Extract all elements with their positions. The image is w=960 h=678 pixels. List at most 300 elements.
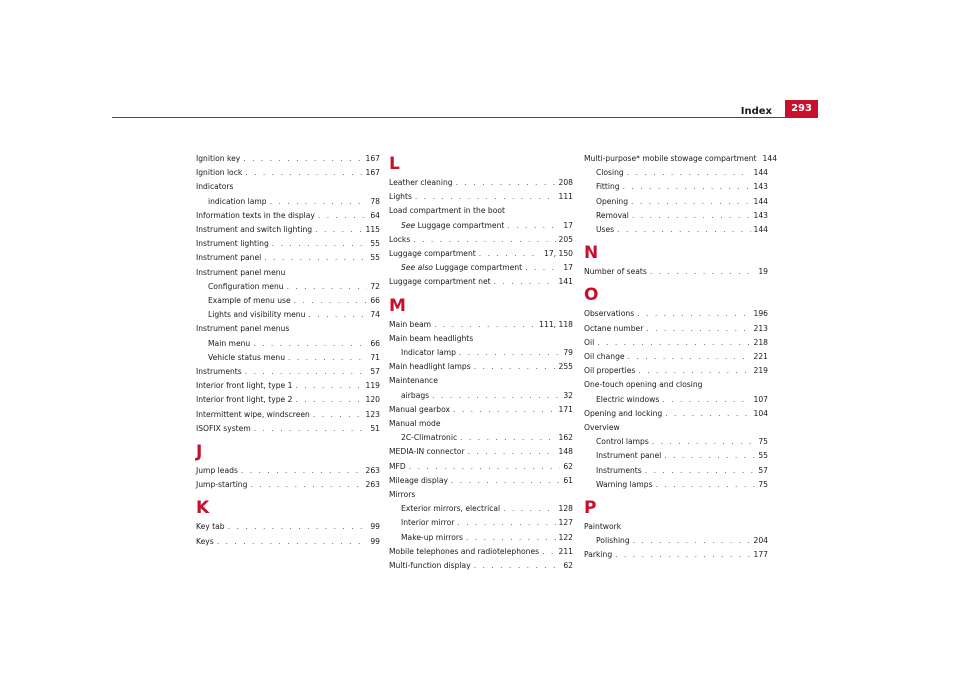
entry-text: Luggage compartment: [435, 263, 523, 273]
entry-page: 177: [753, 550, 768, 560]
entry-label: [208, 294, 291, 308]
entry-text: Mileage display: [389, 475, 448, 485]
entry-label: [196, 535, 214, 549]
entry-page: 71: [370, 352, 380, 362]
entry-page: 55: [758, 451, 768, 461]
index-subentry: [196, 294, 380, 308]
index-subentry: [584, 478, 768, 492]
entry-label: [196, 365, 242, 379]
entry-label: [596, 464, 642, 478]
dot-leader: [288, 351, 367, 365]
entry-label: [389, 559, 471, 573]
entry-text: Fitting: [596, 182, 620, 192]
entry-label: [401, 516, 454, 530]
index-entry: [196, 237, 380, 251]
entry-text: Leather cleaning: [389, 178, 453, 187]
entry-label: [584, 336, 594, 350]
index-entry: [389, 403, 573, 417]
entry-text: Oil change: [584, 352, 625, 362]
index-heading: Indicators: [196, 182, 234, 192]
dot-leader: [409, 460, 561, 474]
index-entry: [196, 365, 380, 379]
entry-text: Number of seats: [584, 267, 647, 277]
entry-label: [584, 307, 634, 321]
entry-label: [596, 166, 624, 180]
entry-text: Main headlight lamps: [389, 362, 471, 372]
entry-page: 66: [370, 338, 380, 348]
entry-label: [389, 403, 450, 417]
dot-leader: [295, 393, 362, 407]
entry-text: Intermittent wipe, windscreen: [196, 409, 310, 419]
entry-text: Closing: [596, 168, 624, 178]
dot-leader: [294, 294, 368, 308]
entry-text: Mobile telephones and radiotelephones: [389, 546, 540, 556]
index-entry: [389, 275, 573, 289]
index-subentry: [389, 346, 573, 360]
entry-page: 204: [753, 536, 768, 546]
index-column-2: [389, 152, 573, 573]
dot-leader: [254, 422, 368, 436]
dot-leader: [318, 209, 367, 223]
entry-text: ISOFIX system: [196, 423, 251, 433]
index-letter-o: O: [584, 285, 599, 306]
dot-leader: [474, 360, 556, 374]
entry-page: 263: [365, 466, 380, 476]
entry-page: 72: [370, 281, 380, 291]
entry-label: [208, 351, 285, 365]
index-subentry: [584, 180, 768, 194]
entry-page: 208: [558, 178, 573, 187]
entry-page: 19: [758, 267, 768, 277]
entry-text: Control lamps: [596, 437, 649, 447]
entry-text: Instrument and switch lighting: [196, 225, 313, 235]
index-subentry: [389, 219, 573, 233]
entry-text: Multi-function display: [389, 561, 471, 571]
entry-text: Interior front light, type 1: [196, 381, 293, 391]
index-entry: [389, 545, 573, 559]
entry-page: 263: [365, 480, 380, 490]
index-entry: [196, 209, 380, 223]
entry-label: [596, 534, 630, 548]
entry-page: 17: [563, 220, 573, 230]
entry-label: [596, 209, 629, 223]
entry-page: 99: [370, 522, 380, 532]
entry-page: 111, 118: [539, 319, 573, 329]
entry-label: [596, 223, 614, 237]
index-entry: [196, 464, 380, 478]
dot-leader: [451, 474, 560, 488]
index-entry: [584, 407, 768, 421]
entry-label: [196, 237, 269, 251]
entry-label: [401, 219, 504, 233]
dot-leader: [228, 520, 368, 534]
index-entry: [196, 379, 380, 393]
entry-page: 119: [365, 381, 380, 391]
entry-label: [208, 337, 250, 351]
entry-label: [208, 195, 267, 209]
entry-label: [389, 318, 431, 332]
entry-text: Luggage compartment: [417, 220, 505, 230]
entry-page: 51: [370, 423, 380, 433]
entry-label: [196, 520, 225, 534]
entry-text: Electric windows: [596, 394, 660, 404]
entry-text: Oil: [584, 337, 595, 347]
index-entry: [389, 233, 573, 247]
entry-page: 213: [753, 323, 768, 333]
index-entry: [196, 251, 380, 265]
entry-label: [401, 431, 457, 445]
dot-leader: [308, 308, 367, 322]
entry-text: MEDIA-IN connector: [389, 447, 465, 457]
dot-leader: [494, 275, 556, 289]
dot-leader: [434, 318, 536, 332]
entry-page: 79: [563, 348, 573, 358]
entry-text: Ignition lock: [196, 168, 243, 178]
entry-page: 167: [365, 168, 380, 178]
entry-text: Instrument panel: [596, 451, 662, 461]
entry-page: 221: [753, 352, 768, 362]
cross-reference-prefix: See: [401, 220, 416, 230]
entry-label: [196, 223, 312, 237]
dot-leader: [315, 223, 362, 237]
dot-leader: [243, 152, 362, 166]
dot-leader: [456, 176, 556, 190]
entry-text: Opening: [596, 196, 629, 206]
dot-leader: [664, 449, 755, 463]
dot-leader: [665, 407, 750, 421]
entry-label: [584, 548, 612, 562]
dot-leader: [656, 478, 756, 492]
entry-label: [401, 502, 500, 516]
entry-page: 144: [753, 196, 768, 206]
index-letter-p: P: [584, 498, 597, 519]
entry-text: Main beam: [389, 319, 432, 329]
entry-label: [196, 152, 240, 166]
index-entry: [196, 223, 380, 237]
entry-label: [596, 478, 653, 492]
entry-page: 144: [753, 168, 768, 178]
index-entry: [196, 393, 380, 407]
dot-leader: [287, 280, 368, 294]
dot-leader: [479, 247, 541, 261]
entry-text: Observations: [584, 309, 635, 319]
dot-leader: [662, 393, 750, 407]
entry-label: [401, 389, 429, 403]
entry-text: Jump-starting: [196, 480, 248, 490]
entry-text: Instruments: [596, 465, 642, 475]
entry-page: 17: [563, 263, 573, 273]
entry-page: 218: [753, 337, 768, 347]
entry-text: Locks: [389, 234, 411, 244]
entry-page: 144: [753, 225, 768, 235]
entry-page: 171: [558, 404, 573, 414]
entry-page: 205: [558, 234, 573, 244]
entry-label: [196, 209, 315, 223]
entry-page: 74: [370, 310, 380, 320]
dot-leader: [460, 431, 555, 445]
index-entry: [196, 408, 380, 422]
entry-label: [196, 408, 310, 422]
index-subentry: [196, 337, 380, 351]
index-entry: [196, 422, 380, 436]
entry-page: 211: [558, 546, 573, 556]
entry-text: MFD: [389, 461, 406, 471]
entry-text: Uses: [596, 225, 615, 235]
index-letter-l: L: [389, 154, 400, 174]
entry-page: 167: [365, 154, 380, 163]
index-heading: Instrument panel menu: [196, 267, 286, 277]
entry-page: 107: [753, 394, 768, 404]
entry-page: 75: [758, 479, 768, 489]
index-subentry: [584, 166, 768, 180]
dot-leader: [503, 502, 555, 516]
dot-leader: [250, 478, 362, 492]
index-subentry: [196, 280, 380, 294]
entry-text: Removal: [596, 210, 629, 220]
entry-text: Multi-purpose* mobile stowage compartment: [584, 154, 757, 163]
entry-text: Opening and locking: [584, 408, 663, 418]
entry-page: 120: [365, 395, 380, 405]
index-heading: Maintenance: [389, 376, 438, 386]
entry-page: 55: [370, 253, 380, 263]
index-letter-n: N: [584, 243, 599, 264]
index-entry: [389, 176, 573, 190]
entry-page: 122: [558, 532, 573, 542]
dot-leader: [415, 190, 556, 204]
entry-label: [196, 166, 242, 180]
index-subentry: [389, 516, 573, 530]
entry-page: 57: [758, 465, 768, 475]
entry-text: Parking: [584, 550, 613, 560]
dot-leader: [646, 322, 750, 336]
index-entry: [389, 247, 573, 261]
dot-leader: [632, 209, 751, 223]
entry-label: [208, 280, 284, 294]
dot-leader: [650, 265, 755, 279]
dot-leader: [628, 350, 751, 364]
entry-text: Jump leads: [196, 466, 238, 476]
index-subentry: [196, 195, 380, 209]
index-subentry: [389, 531, 573, 545]
index-entry: [196, 520, 380, 534]
entry-label: [389, 445, 465, 459]
entry-label: [401, 261, 522, 275]
entry-label: [196, 422, 251, 436]
dot-leader: [637, 307, 750, 321]
dot-leader: [245, 166, 362, 180]
index-subentry: [584, 449, 768, 463]
dot-leader: [466, 531, 556, 545]
entry-text: Instrument panel: [196, 253, 262, 263]
entry-text: Warning lamps: [596, 479, 653, 489]
dot-leader: [638, 364, 750, 378]
index-entry: [389, 559, 573, 573]
dot-leader: [525, 261, 560, 275]
dot-leader: [457, 516, 555, 530]
entry-label: [584, 407, 662, 421]
index-subentry: [584, 534, 768, 548]
index-entry: [584, 265, 768, 279]
entry-label: [596, 435, 649, 449]
entry-text: Instruments: [196, 367, 242, 377]
entry-page: 115: [365, 225, 380, 235]
entry-page: 78: [370, 196, 380, 206]
index-subentry: [584, 223, 768, 237]
index-heading: Instrument panel menus: [196, 324, 290, 334]
dot-leader: [597, 336, 750, 350]
entry-text: Luggage compartment net: [389, 277, 491, 287]
entry-page: 62: [563, 461, 573, 471]
index-entry: [584, 548, 768, 562]
index-entry: [389, 360, 573, 374]
entry-text: Interior mirror: [401, 518, 455, 528]
entry-page: 99: [370, 536, 380, 546]
entry-text: Instrument lighting: [196, 239, 269, 249]
dot-leader: [217, 535, 368, 549]
index-entry: [584, 350, 768, 364]
entry-text: Vehicle status menu: [208, 352, 286, 362]
index-entry: [196, 152, 380, 166]
entry-label: [389, 474, 448, 488]
index-heading: Mirrors: [389, 490, 416, 500]
entry-label: [596, 449, 661, 463]
entry-page: 128: [558, 504, 573, 514]
index-entry: [584, 307, 768, 321]
index-subentry: [389, 431, 573, 445]
index-column-1: [196, 152, 380, 549]
entry-text: Indicator lamp: [401, 348, 456, 358]
entry-label: [584, 350, 625, 364]
entry-text: Polishing: [596, 536, 630, 546]
cross-reference-prefix: See also: [401, 263, 433, 273]
entry-label: [196, 478, 247, 492]
entry-label: [389, 360, 471, 374]
entry-page: 255: [558, 362, 573, 372]
dot-leader: [631, 195, 750, 209]
index-letter-j: J: [196, 442, 203, 463]
entry-label: [401, 346, 456, 360]
index-heading: Paintwork: [584, 522, 622, 532]
entry-text: Oil properties: [584, 366, 636, 376]
dot-leader: [270, 195, 368, 209]
dot-leader: [245, 365, 368, 379]
entry-text: Octane number: [584, 323, 644, 333]
entry-page: 123: [365, 409, 380, 419]
entry-text: Interior front light, type 2: [196, 395, 293, 405]
entry-text: Example of menu use: [208, 296, 291, 306]
dot-leader: [468, 445, 556, 459]
entry-page: 219: [753, 366, 768, 376]
dot-leader: [507, 219, 560, 233]
index-subentry: [584, 464, 768, 478]
index-subentry: [196, 308, 380, 322]
entry-text: Luggage compartment: [389, 249, 476, 259]
dot-leader: [432, 389, 560, 403]
entry-text: Make-up mirrors: [401, 532, 463, 542]
page-title: Index: [740, 106, 772, 117]
entry-page: 143: [753, 182, 768, 192]
entry-page: 111: [558, 192, 573, 202]
entry-label: [196, 379, 292, 393]
dot-leader: [241, 464, 363, 478]
entry-label: [584, 364, 635, 378]
entry-text: Main menu: [208, 338, 251, 348]
dot-leader: [615, 548, 750, 562]
entry-page: 64: [370, 210, 380, 220]
index-entry: [389, 460, 573, 474]
entry-text: Ignition key: [196, 154, 241, 163]
index-entry: [584, 152, 778, 166]
entry-page: 143: [753, 210, 768, 220]
index-column-3: [584, 152, 778, 563]
dot-leader: [627, 166, 751, 180]
index-entry: [389, 190, 573, 204]
entry-label: [596, 195, 628, 209]
entry-label: [596, 393, 659, 407]
entry-page: 148: [558, 447, 573, 457]
entry-page: 61: [563, 475, 573, 485]
entry-label: [389, 545, 539, 559]
entry-text: 2C-Climatronic: [401, 433, 458, 443]
entry-label: [584, 265, 647, 279]
index-heading: One-touch opening and closing: [584, 380, 703, 390]
index-subentry: [389, 261, 573, 275]
dot-leader: [623, 180, 751, 194]
index-entry: [584, 322, 768, 336]
index-entry: [196, 535, 380, 549]
entry-label: [596, 180, 620, 194]
index-subentry: [389, 389, 573, 403]
index-subentry: [584, 393, 768, 407]
dot-leader: [453, 403, 555, 417]
index-entry: [196, 166, 380, 180]
index-heading: Load compartment in the boot: [389, 206, 505, 216]
dot-leader: [313, 408, 363, 422]
entry-page: 144: [762, 154, 778, 163]
index-entry: [196, 478, 380, 492]
dot-leader: [617, 223, 750, 237]
index-heading: Manual mode: [389, 419, 441, 429]
entry-label: [389, 460, 406, 474]
dot-leader: [542, 545, 555, 559]
index-entry: [584, 336, 768, 350]
index-entry: [389, 318, 573, 332]
entry-page: 32: [563, 390, 573, 400]
entry-label: [208, 308, 305, 322]
index-subentry: [584, 435, 768, 449]
entry-page: 196: [753, 309, 768, 319]
index-subentry: [584, 195, 768, 209]
entry-text: Manual gearbox: [389, 404, 451, 414]
entry-page: 141: [558, 277, 573, 287]
entry-text: airbags: [401, 390, 430, 400]
entry-page: 55: [370, 239, 380, 249]
index-entry: [584, 364, 768, 378]
entry-label: [196, 393, 292, 407]
index-letter-k: K: [196, 498, 210, 519]
index-heading: Main beam headlights: [389, 333, 474, 343]
index-entry: [389, 445, 573, 459]
page-number: 293: [785, 100, 818, 118]
entry-page: 127: [558, 518, 573, 528]
dot-leader: [474, 559, 561, 573]
entry-label: [584, 322, 643, 336]
entry-text: Key tab: [196, 522, 225, 532]
entry-text: Exterior mirrors, electrical: [401, 504, 501, 514]
entry-page: 104: [753, 408, 768, 418]
entry-page: 62: [563, 561, 573, 571]
entry-page: 57: [370, 367, 380, 377]
